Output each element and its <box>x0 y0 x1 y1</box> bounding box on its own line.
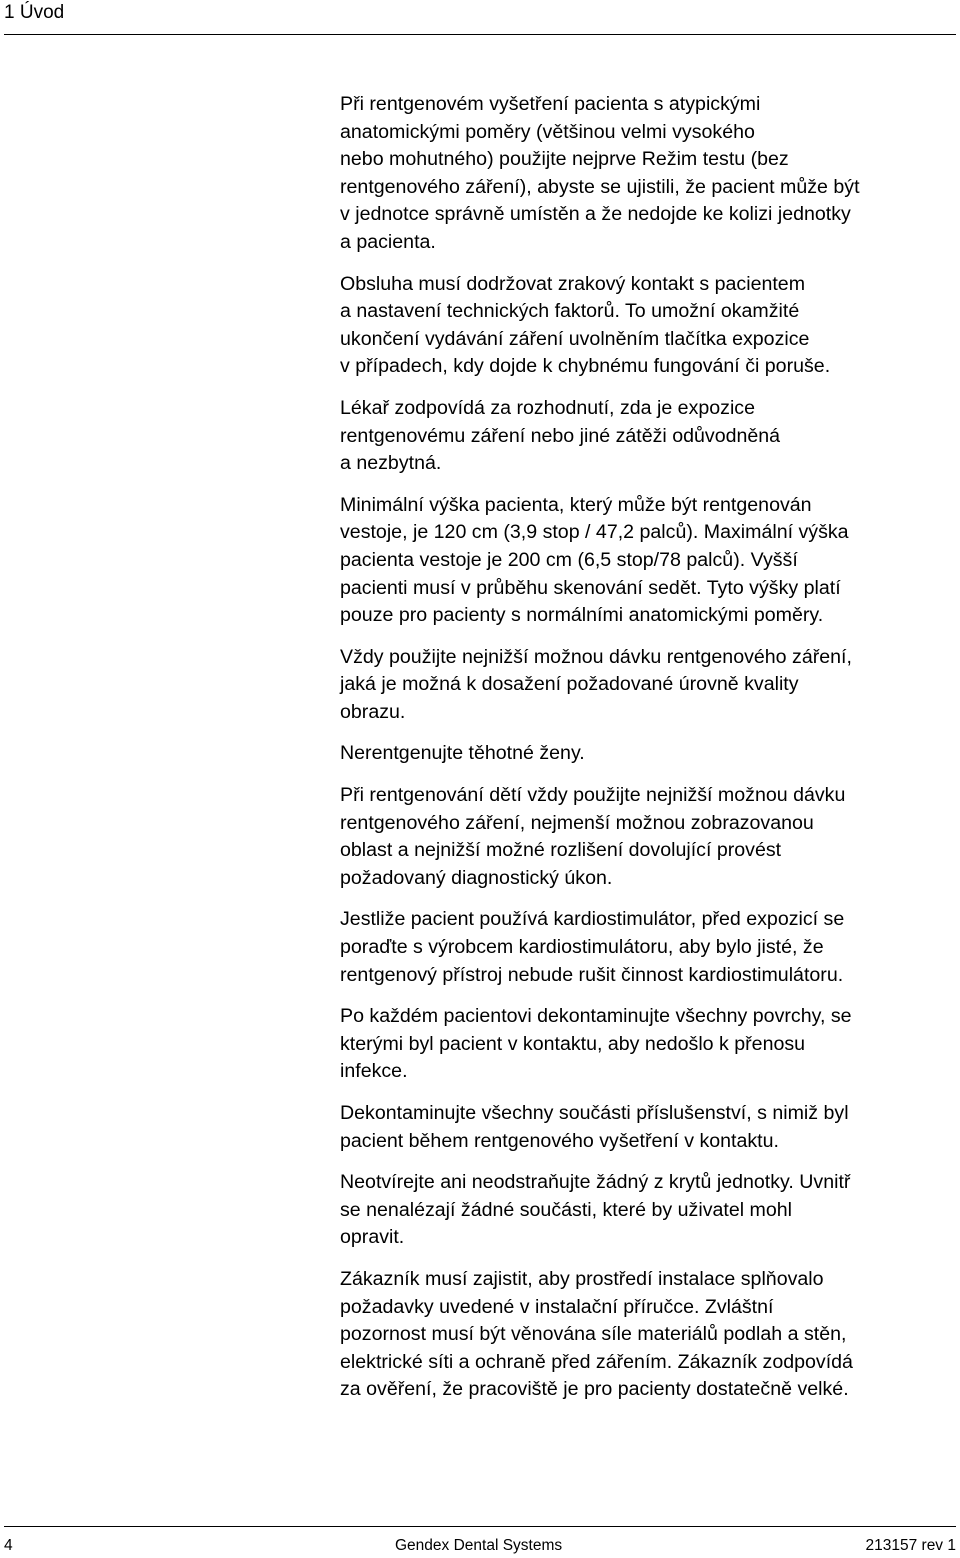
paragraph-decontaminate-surfaces: Po každém pacientovi dekontaminujte všechny povrchy, se kterými byl pacient v kontaktu, aby nedošlo k přenosu infekce. <box>340 1005 852 1083</box>
paragraph-patient-height: Minimální výška pacienta, který může být rentgenován vestoje, je 120 cm (3,9 stop / 47,2 palců). Maximální výška pacienta vestoje je 200 cm (6,5 stop/78 palců). Vyšší pacienti musí v průběhu skenování sedět. Tyto výšky platí pouze pro pacienty s normálními anatomickými poměry. <box>340 493 849 627</box>
paragraph-visual-contact: Obsluha musí dodržovat zrakový kontakt s pacientem a nastavení technických faktorů. To umožní okamžité ukončení vydávání záření uvolněním tlačítka expozice v případech, kdy dojde k chybnému fungování či poruše. <box>340 272 831 378</box>
paragraph-atypical-anatomy: Při rentgenovém vyšetření pacienta s atypickými anatomickými poměry (většinou velmi vysokého nebo mohutného) použijte nejprve Režim testu (bez rentgenového záření), abyste se ujistili, že pacient může být v jednotce správně umístěn a že nedojde ke kolizi jednotky a pacienta. <box>340 93 860 253</box>
paragraph-doctor-responsibility: Lékař zodpovídá za rozhodnutí, zda je expozice rentgenovému záření nebo jiné zátěži odůvodněná a nezbytná. <box>340 396 781 475</box>
page-footer <box>4 1526 956 1557</box>
paragraph-lowest-dose: Vždy použijte nejnižší možnou dávku rentgenového záření, jaká je možná k dosažení požadované úrovně kvality obrazu. <box>340 645 852 723</box>
document-number: 213157 rev 1 <box>865 1537 956 1554</box>
body-text <box>340 91 954 1418</box>
page-header <box>4 0 956 35</box>
paragraph-pregnant: Nerentgenujte těhotné ženy. <box>340 742 585 765</box>
page-number: 4 <box>4 1537 13 1554</box>
paragraph-installation: Zákazník musí zajistit, aby prostředí instalace splňovalo požadavky uvedené v instalační příručce. Zvláštní pozornost musí být věnována síle materiálů podlah a stěn, elektrické síti a ochraně před zářením. Zákazník zodpovídá za ověření, že pracoviště je pro pacienty dostatečně velké. <box>340 1267 853 1401</box>
chapter-title: 1 Úvod <box>4 2 65 23</box>
paragraph-pacemaker: Jestliže pacient používá kardiostimulátor, před expozicí se poraďte s výrobcem kardiostimulátoru, aby bylo jisté, že rentgenový přístroj nebude rušit činnost kardiostimulátoru. <box>340 908 845 986</box>
paragraph-decontaminate-accessories: Dekontaminujte všechny součásti příslušenství, s nimiž byl pacient během rentgenového vyšetření v kontaktu. <box>340 1102 849 1152</box>
company-name: Gendex Dental Systems <box>395 1537 563 1554</box>
paragraph-covers: Neotvírejte ani neodstraňujte žádný z krytů jednotky. Uvnitř se nenalézají žádné součásti, které by uživatel mohl opravit. <box>340 1171 851 1249</box>
paragraph-children: Při rentgenování dětí vždy použijte nejnižší možnou dávku rentgenového záření, nejmenší možnou zobrazovanou oblast a nejnižší možné rozlišení dovolující provést požadovaný diagnostický úkon. <box>340 784 846 889</box>
